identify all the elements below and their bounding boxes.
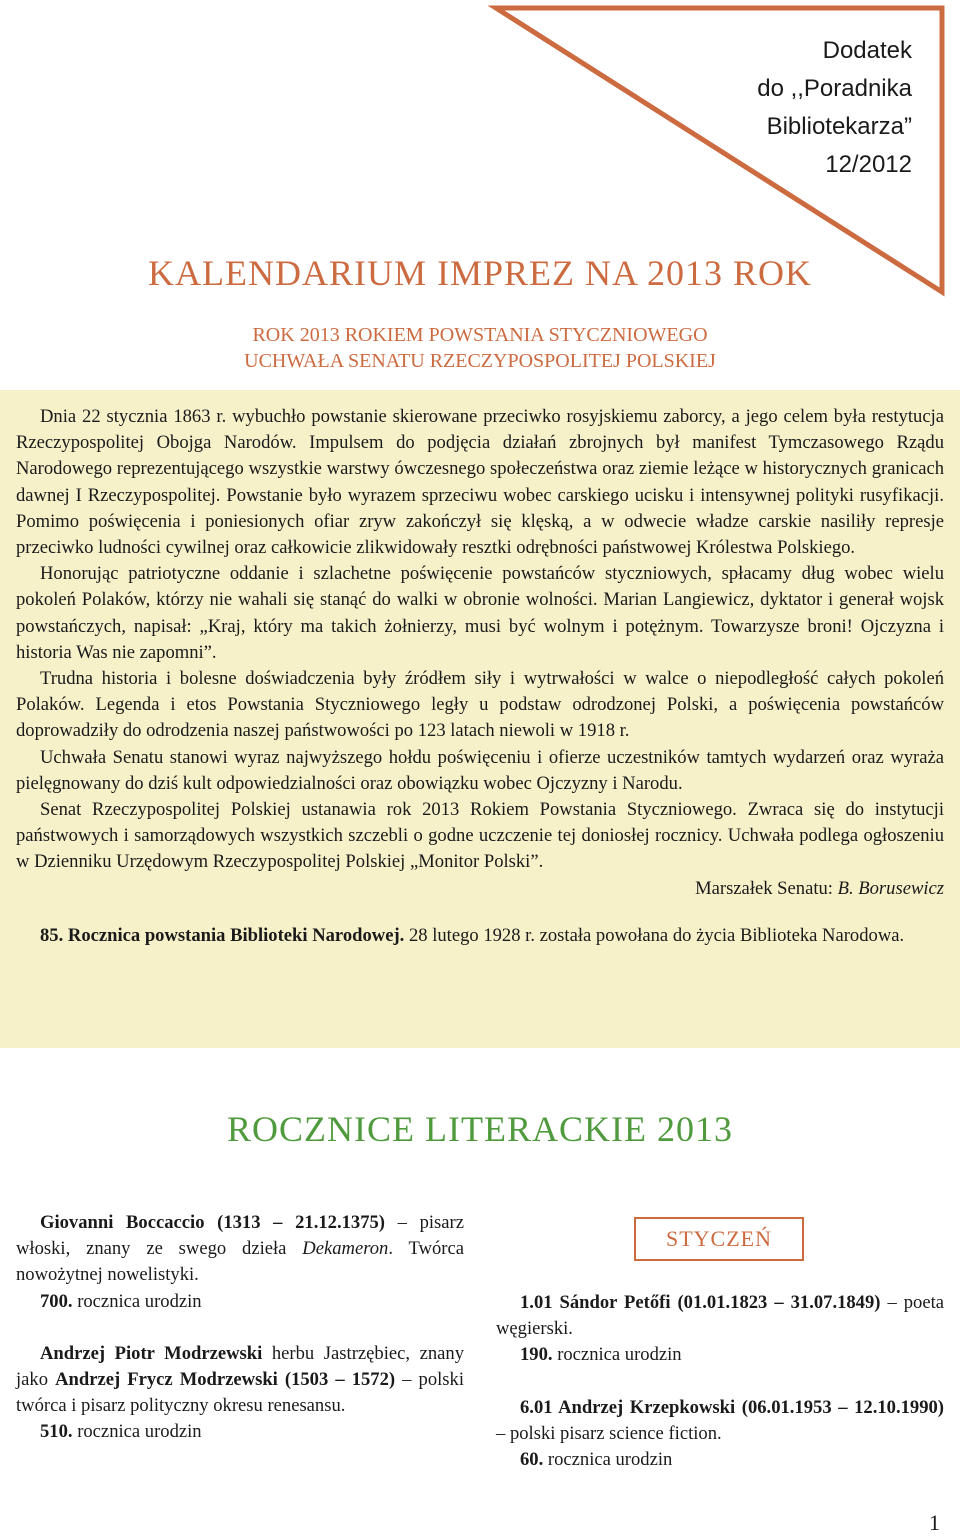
entry-anniversary-count bbox=[496, 1342, 944, 1368]
signature bbox=[16, 876, 944, 902]
entry-count-number: 700. bbox=[40, 1290, 73, 1312]
entry-count-number: 510. bbox=[40, 1421, 73, 1443]
entry-text: – polski twórca i pisarz polityczny okresu renesansu. bbox=[16, 1369, 464, 1417]
anniversary-entry bbox=[16, 1341, 464, 1446]
entry-name: Giovanni Boccaccio (1313 – 21.12.1375) bbox=[40, 1212, 385, 1233]
supplement-line-2: do ,,Poradnika bbox=[757, 75, 912, 102]
entry-name-alt: Andrzej Frycz Modrzewski (1503 – 1572) bbox=[55, 1369, 396, 1391]
entry-description bbox=[496, 1395, 944, 1447]
anniversary-entry bbox=[496, 1395, 944, 1474]
page-number: 1 bbox=[929, 1510, 940, 1535]
resolution-paragraph: Trudna historia i bolesne doświadczenia były źródłem siły i wytrwałości w walce o niepodległość całych pokoleń Polaków. Legenda i etos Powstania Styczniowego legły u podstaw odrodzonej Polski, a poświęcenia powstańców doprowadziły do odrodzenia naszej państwowości po 123 latach niewoli w 1918 r. bbox=[16, 668, 944, 742]
entry-description bbox=[16, 1210, 464, 1289]
resolution-paragraph: Honorując patriotyczne oddanie i szlachetne poświęcenie powstańców styczniowych, spłacamy dług wobec wielu pokoleń Polaków, którzy nie wahali się stanąć do walki w obronie wolności. Marian Langiewicz, dyktator i generał wojsk powstańczych, napisał: „Kraj, który ma takich żołnierzy, musi być wolnym i potężnym. Towarzysze broni! Ojczyzna i historia Was nie zapomni”. bbox=[16, 563, 944, 663]
entry-count-text: rocznica urodzin bbox=[72, 1421, 202, 1443]
resolution-paragraph: Senat Rzeczypospolitej Polskiej ustanawia rok 2013 Rokiem Powstania Styczniowego. Zwraca się do instytucji państwowych i samorządowych wszystkich szczebli o godne uczczenie tej doniosłej rocznicy. Uchwała podlega ogłoszeniu w Dzienniku Urzędowym Rzeczypospolitej Polskiej „Monitor Polski”. bbox=[16, 799, 944, 873]
entry-count-text: rocznica urodzin bbox=[543, 1449, 673, 1471]
left-column bbox=[16, 1210, 464, 1446]
entry-text: herbu Jastrzębiec, znany jako bbox=[16, 1342, 465, 1391]
main-title: KALENDARIUM IMPREZ NA 2013 ROK bbox=[147, 253, 812, 293]
signature-name: B. Borusewicz bbox=[837, 877, 944, 899]
entry-count-number: 60. bbox=[520, 1449, 544, 1471]
entry-description bbox=[16, 1341, 464, 1420]
entry-count-text: rocznica urodzin bbox=[72, 1290, 202, 1312]
entry-name: Andrzej Piotr Modrzewski bbox=[40, 1342, 263, 1364]
subtitle bbox=[0, 322, 960, 374]
subtitle-line-1: ROK 2013 ROKIEM POWSTANIA STYCZNIOWEGO bbox=[252, 324, 708, 346]
entry-text: – poeta węgierski. bbox=[496, 1292, 945, 1340]
supplement-label bbox=[652, 32, 912, 184]
entry-name: 6.01 Andrzej Krzepkowski (06.01.1953 – 12.10.1990) bbox=[520, 1396, 944, 1418]
library-anniversary-heading: 85. Rocznica powstania Biblioteki Narodowej. bbox=[40, 924, 405, 946]
right-column bbox=[496, 1290, 944, 1473]
subtitle-line-2: UCHWAŁA SENATU RZECZYPOSPOLITEJ POLSKIEJ bbox=[244, 350, 716, 372]
entry-count-number: 190. bbox=[520, 1344, 553, 1366]
anniversary-entry bbox=[496, 1290, 944, 1369]
resolution-paragraph: Uchwała Senatu stanowi wyraz najwyższego hołdu poświęceniu i ofierze uczestników tamtych wydarzeń oraz wyraża pielęgnowany do dziś kult odpowiedzialności oraz obowiązku wobec Ojczyzny i Narodu. bbox=[16, 746, 944, 794]
anniversary-entry bbox=[16, 1210, 464, 1315]
library-anniversary-text: 28 lutego 1928 r. została powołana do życia Biblioteka Narodowa. bbox=[404, 924, 905, 946]
entry-text: – polski pisarz science fiction. bbox=[496, 1422, 722, 1444]
supplement-line-3: Bibliotekarza” bbox=[766, 113, 912, 140]
entry-anniversary-count bbox=[16, 1289, 464, 1315]
resolution-paragraph: Dnia 22 stycznia 1863 r. wybuchło powstanie skierowane przeciwko rosyjskiemu zaborcy, a jego celem była restytucja Rzeczypospolitej Obojga Narodów. Impulsem do podjęcia działań zbrojnych był manifest Tymczasowego Rządu Narodowego reprezentującego wszystkie warstwy ówczesnego społeczeństwa oraz ziemie leżące w historycznych granicach dawnej I Rzeczypospolitej. Powstanie było wyrazem sprzeciwu wobec carskiego ucisku i intensywnej polityki rusyfikacji. Pomimo poświęcenia i poniesionych ofiar zryw zakończył się klęską, a w odwecie władze carskie nasiliły represje przeciwko ludności cywilnej oraz całkowicie zlikwidowały resztki odrębności państwowej Królestwa Polskiego. bbox=[16, 406, 944, 559]
month-heading-box: STYCZEŃ bbox=[634, 1217, 804, 1261]
entry-work-title: Dekameron bbox=[302, 1238, 389, 1260]
signature-label: Marszałek Senatu: bbox=[695, 877, 838, 899]
supplement-line-4: 12/2012 bbox=[825, 151, 912, 178]
entry-text: – pisarz włoski, znany ze swego dzieła bbox=[16, 1212, 464, 1260]
entry-name: 1.01 Sándor Petőfi (01.01.1823 – 31.07.1849) bbox=[520, 1292, 881, 1313]
supplement-line-1: Dodatek bbox=[822, 37, 912, 64]
entry-anniversary-count bbox=[16, 1419, 464, 1445]
entry-text: . Twórca nowożytnej nowelistyki. bbox=[16, 1238, 465, 1286]
entry-count-text: rocznica urodzin bbox=[552, 1344, 682, 1366]
library-anniversary bbox=[16, 923, 944, 949]
literary-anniversaries-title: ROCZNICE LITERACKIE 2013 bbox=[227, 1109, 733, 1149]
entry-anniversary-count bbox=[496, 1447, 944, 1473]
entry-description bbox=[496, 1290, 944, 1342]
resolution-panel bbox=[0, 390, 960, 1048]
